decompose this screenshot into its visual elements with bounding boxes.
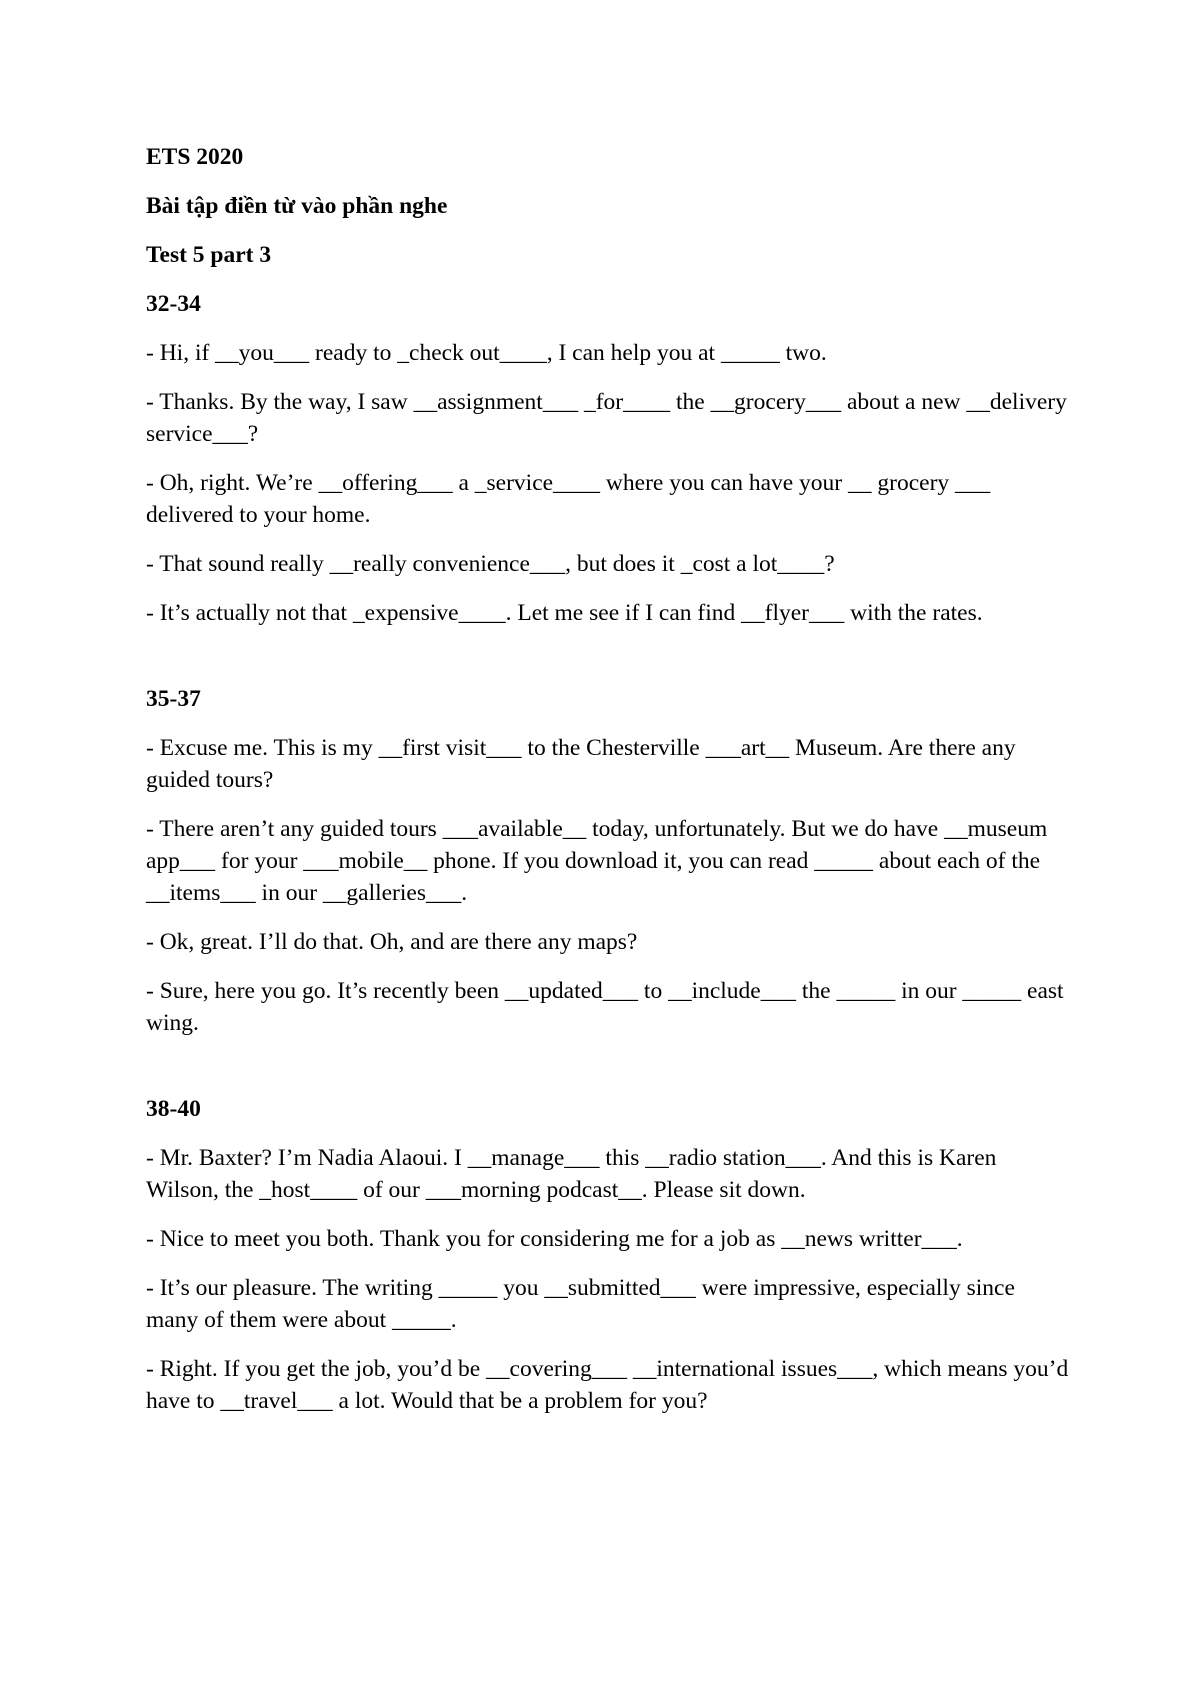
section-32-34 <box>146 288 1070 629</box>
section-range: 38-40 <box>146 1096 201 1122</box>
document-body <box>146 141 1070 1417</box>
dialogue-line: - Mr. Baxter? I’m Nadia Alaoui. I __manage___ this __radio station___. And this is Karen Wilson, the _host____ of our ___morning podcast__. Please sit down. <box>146 1145 997 1203</box>
dialogue-line: - Excuse me. This is my __first visit___ to the Chesterville ___art__ Museum. Are there any guided tours? <box>146 735 1016 793</box>
section-range: 35-37 <box>146 686 201 712</box>
dialogue-line: - Right. If you get the job, you’d be __covering___ __international issues___, which means you’d have to __travel___ a lot. Would that be a problem for you? <box>146 1356 1069 1414</box>
dialogue-line: - Oh, right. We’re __offering___ a _service____ where you can have your __ grocery ___ delivered to your home. <box>146 470 991 528</box>
dialogue-line: - It’s our pleasure. The writing _____ you __submitted___ were impressive, especially since many of them were about _____. <box>146 1275 1015 1333</box>
document-title: ETS 2020 <box>146 144 244 170</box>
dialogue-line: - Nice to meet you both. Thank you for considering me for a job as __news writter___. <box>146 1226 963 1252</box>
section-35-37 <box>146 683 1070 1039</box>
dialogue-line: - It’s actually not that _expensive____. Let me see if I can find __flyer___ with the rates. <box>146 600 983 626</box>
document-subtitle: Bài tập điền từ vào phần nghe <box>146 193 448 219</box>
dialogue-line: - Thanks. By the way, I saw __assignment___ _for____ the __grocery___ about a new __delivery service___? <box>146 389 1067 447</box>
dialogue-line: - Ok, great. I’ll do that. Oh, and are there any maps? <box>146 929 638 955</box>
dialogue-line: - There aren’t any guided tours ___available__ today, unfortunately. But we do have __museum app___ for your ___mobile__ phone. If you download it, you can read _____ about each of the __items___ in our __galleries___. <box>146 816 1048 906</box>
dialogue-line: - That sound really __really convenience___, but does it _cost a lot____? <box>146 551 835 577</box>
test-label: Test 5 part 3 <box>146 242 272 268</box>
section-range: 32-34 <box>146 291 201 317</box>
dialogue-line: - Hi, if __you___ ready to _check out____, I can help you at _____ two. <box>146 340 827 366</box>
dialogue-line: - Sure, here you go. It’s recently been __updated___ to __include___ the _____ in our _____ east wing. <box>146 978 1064 1036</box>
section-38-40 <box>146 1093 1070 1417</box>
